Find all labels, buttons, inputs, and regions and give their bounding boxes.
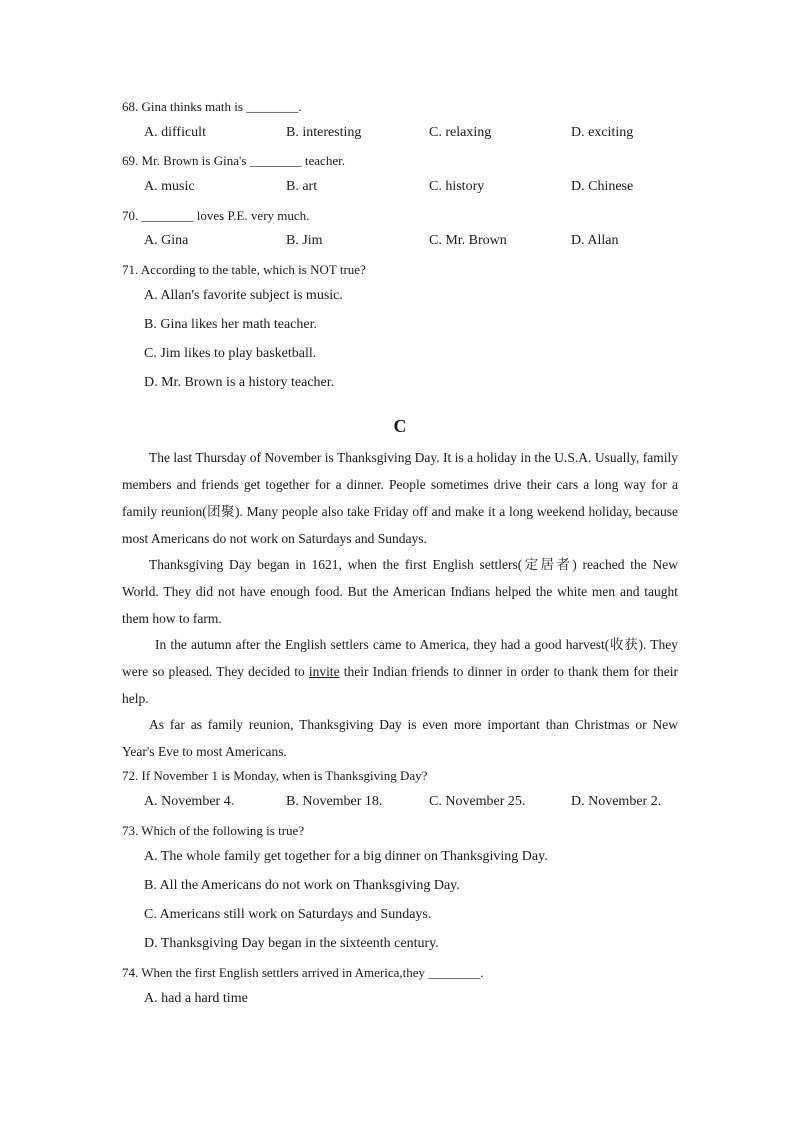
question-71-option-c: C. Jim likes to play basketball. <box>144 346 317 361</box>
question-70-option-c: C. Mr. Brown <box>429 233 507 248</box>
question-68-option-b: B. interesting <box>286 125 362 140</box>
passage-paragraph-1: The last Thursday of November is Thanksgiving Day. It is a holiday in the U.S.A. Usually, family members and friends get together for a dinner. People sometimes drive their cars a long way for a family reunion(团聚). Many people also take Friday off and make it a long weekend holiday, because most Americans do not work on Saturdays and Sundays. <box>122 450 678 546</box>
question-68-option-a: A. difficult <box>144 125 206 140</box>
question-72-option-c: C. November 25. <box>429 794 526 809</box>
question-72-option-a: A. November 4. <box>144 794 235 809</box>
passage-paragraph-3-text-b: their Indian friends to dinner in order to thank them for their help. <box>122 664 678 706</box>
question-70-stem: 70. ________ loves P.E. very much. <box>122 208 310 223</box>
question-73-stem: 73. Which of the following is true? <box>122 823 305 838</box>
question-69-stem: 69. Mr. Brown is Gina's ________ teacher. <box>122 153 345 168</box>
question-69-option-b: B. art <box>286 179 318 194</box>
question-68-option-d: D. exciting <box>571 125 634 140</box>
passage-paragraph-3 <box>122 631 678 712</box>
question-71-option-d: D. Mr. Brown is a history teacher. <box>144 375 335 390</box>
question-70-option-d: D. Allan <box>571 233 619 248</box>
question-73-option-c: C. Americans still work on Saturdays and Sundays. <box>144 907 432 922</box>
question-74-stem: 74. When the first English settlers arrived in America,they ________. <box>122 965 484 980</box>
underlined-word-invite: invite <box>308 664 340 679</box>
question-69-option-d: D. Chinese <box>571 179 634 194</box>
question-72-stem: 72. If November 1 is Monday, when is Thanksgiving Day? <box>122 768 428 783</box>
question-72-option-b: B. November 18. <box>286 794 383 809</box>
question-72-option-d: D. November 2. <box>571 794 662 809</box>
question-73-option-d: D. Thanksgiving Day began in the sixteenth century. <box>144 936 439 951</box>
question-68-stem: 68. Gina thinks math is ________. <box>122 99 302 114</box>
question-71-option-a: A. Allan's favorite subject is music. <box>144 288 343 303</box>
passage-paragraph-3-text-a: In the autumn after the English settlers came to America, they had a good harvest(收获). They were so pleased. They decided to <box>122 637 678 679</box>
question-73-option-a: A. The whole family get together for a big dinner on Thanksgiving Day. <box>144 849 548 864</box>
passage-paragraph-2: Thanksgiving Day began in 1621, when the first English settlers(定居者) reached the New World. They did not have enough food. But the American Indians helped the white men and taught them how to farm. <box>122 557 678 626</box>
question-71-option-b: B. Gina likes her math teacher. <box>144 317 317 332</box>
question-71-stem: 71. According to the table, which is NOT true? <box>122 262 366 277</box>
question-70-option-a: A. Gina <box>144 233 189 248</box>
question-70-option-b: B. Jim <box>286 233 323 248</box>
question-69-option-a: A. music <box>144 179 195 194</box>
question-68-option-c: C. relaxing <box>429 125 492 140</box>
question-69-option-c: C. history <box>429 179 485 194</box>
section-heading: C <box>393 416 407 436</box>
question-73-option-b: B. All the Americans do not work on Thanksgiving Day. <box>144 878 460 893</box>
passage-paragraph-4: As far as family reunion, Thanksgiving Day is even more important than Christmas or New Year's Eve to most Americans. <box>122 717 678 759</box>
question-74-option-a: A. had a hard time <box>144 991 248 1006</box>
